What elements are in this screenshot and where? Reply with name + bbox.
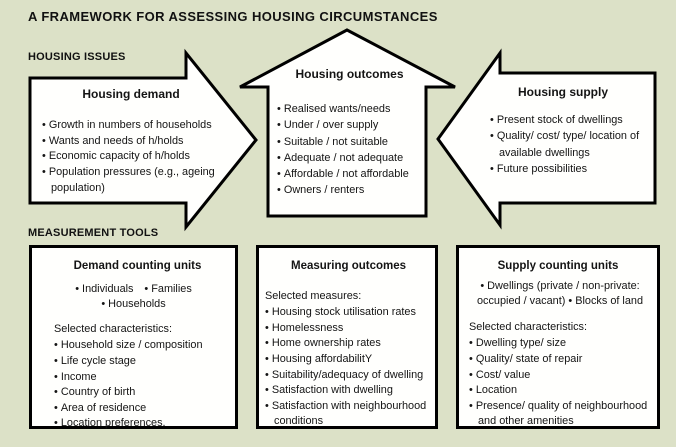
list-item: • Affordable / not affordable <box>277 166 422 182</box>
housing-outcomes-list <box>277 101 422 198</box>
list-item: • Location <box>469 383 655 399</box>
list-item: • Life cycle stage <box>54 354 227 370</box>
housing-demand-box <box>42 87 234 197</box>
list-item: • Adequate / not adequate <box>277 150 422 166</box>
housing-supply-title: Housing supply <box>518 85 608 99</box>
supply-characteristics-list <box>469 336 655 430</box>
list-item: • Satisfaction with dwelling <box>265 383 432 399</box>
measuring-outcomes-box <box>256 245 438 429</box>
housing-outcomes-box <box>277 66 422 198</box>
list-item: • Home ownership rates <box>265 336 432 352</box>
section-label-housing-issues: HOUSING ISSUES <box>28 51 126 63</box>
list-item: • Housing stock utilisation rates <box>265 305 432 321</box>
list-item: • Country of birth <box>54 385 227 401</box>
list-item: • Quality/ cost/ type/ location of available dwellings <box>490 128 662 160</box>
measuring-outcomes-title: Measuring outcomes <box>290 260 407 272</box>
list-item: • Future possibilities <box>490 161 662 177</box>
list-item: • Income <box>54 370 227 386</box>
list-item: • Location preferences. <box>54 416 227 432</box>
demand-units-line: • Individuals • Families <box>75 282 192 295</box>
demand-units-line: • Households <box>101 298 166 311</box>
list-item: • Area of residence <box>54 401 227 417</box>
list-item: • Population pressures (e.g., ageing population) <box>42 165 234 197</box>
selected-measures-label: Selected measures: <box>265 289 362 302</box>
list-item: • Present stock of dwellings <box>490 112 662 128</box>
selected-characteristics-label: Selected characteristics: <box>469 320 588 333</box>
list-item: • Growth in numbers of households <box>42 118 234 134</box>
supply-units-line: • Dwellings (private / non-private: occupied / vacant) • Blocks of land <box>476 279 644 308</box>
list-item: • Homelessness <box>265 321 432 337</box>
list-item: • Household size / composition <box>54 338 227 354</box>
list-item: • Suitable / not suitable <box>277 134 422 150</box>
list-item: • Suitability/adequacy of dwelling <box>265 368 432 384</box>
selected-characteristics-label: Selected characteristics: <box>54 322 173 335</box>
demand-counting-units-title: Demand counting units <box>73 260 202 272</box>
housing-demand-list <box>42 118 234 197</box>
supply-counting-units-title: Supply counting units <box>497 260 619 272</box>
list-item: • Presence/ quality of neighbourhood and other amenities <box>469 399 655 430</box>
list-item: • Economic capacity of h/holds <box>42 149 234 165</box>
list-item: • Wants and needs of h/holds <box>42 134 234 150</box>
page-title: A FRAMEWORK FOR ASSESSING HOUSING CIRCUMSTANCES <box>28 9 438 24</box>
housing-supply-box <box>490 84 662 177</box>
supply-counting-units-box <box>456 245 660 429</box>
measures-list <box>265 305 432 430</box>
section-label-measurement-tools: MEASUREMENT TOOLS <box>28 227 159 239</box>
housing-demand-title: Housing demand <box>82 87 180 101</box>
demand-characteristics-list <box>54 338 227 432</box>
list-item: • Dwelling type/ size <box>469 336 655 352</box>
housing-supply-list <box>490 112 662 177</box>
list-item: • Under / over supply <box>277 117 422 133</box>
demand-counting-units-box <box>29 245 238 429</box>
housing-outcomes-title: Housing outcomes <box>295 67 404 81</box>
list-item: • Realised wants/needs <box>277 101 422 117</box>
list-item: • Owners / renters <box>277 182 422 198</box>
list-item: • Cost/ value <box>469 368 655 384</box>
list-item: • Quality/ state of repair <box>469 352 655 368</box>
list-item: • Satisfaction with neighbourhood conditions <box>265 399 432 430</box>
list-item: • Housing affordabilitY <box>265 352 432 368</box>
